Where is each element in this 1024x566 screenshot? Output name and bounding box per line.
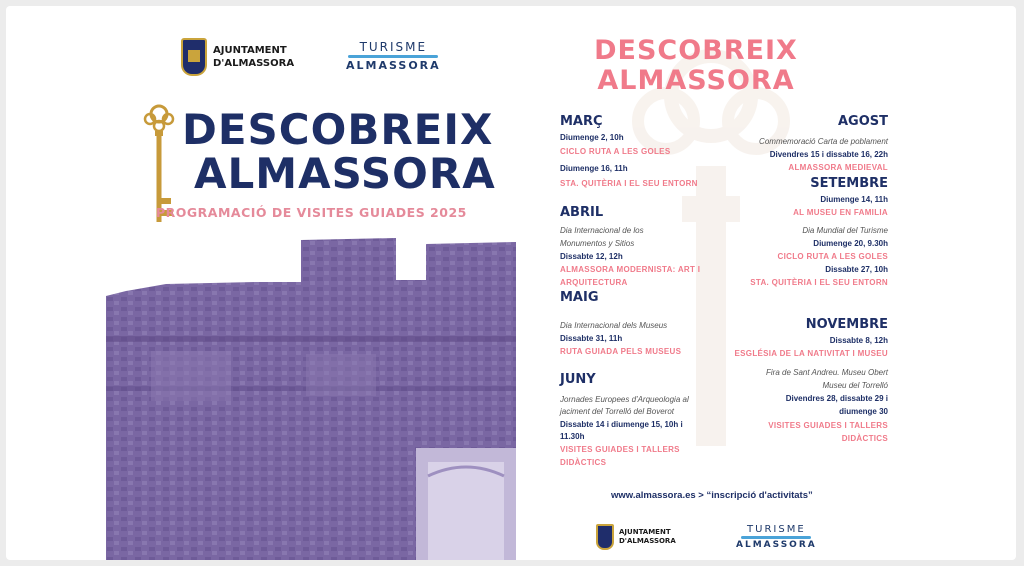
right-panel bbox=[546, 22, 916, 560]
wave-icon bbox=[741, 536, 811, 539]
ajuntament-line1: AJUNTAMENT bbox=[619, 528, 671, 536]
turisme-label: TURISME bbox=[359, 40, 428, 54]
event-note: Dia Internacional de los bbox=[560, 226, 644, 235]
ajuntament-text bbox=[213, 44, 294, 70]
event-note: Museu del Torrelló bbox=[822, 381, 888, 390]
event-title: ARQUITECTURA bbox=[560, 278, 628, 287]
event-title: ALMASSORA MEDIEVAL bbox=[788, 163, 888, 172]
event-date: Dissabte 31, 11h bbox=[560, 334, 623, 343]
left-panel bbox=[106, 26, 516, 560]
coat-of-arms-icon bbox=[181, 38, 207, 76]
event-date: Divendres 15 i dissabte 16, 22h bbox=[769, 150, 888, 159]
event-title: VISITES GUIADES I TALLERS bbox=[768, 421, 888, 430]
month-maig: MAIG bbox=[560, 290, 599, 305]
main-title-line2: ALMASSORA bbox=[194, 149, 496, 198]
brochure-sheet bbox=[6, 6, 1016, 560]
event-title: DIDÀCTICS bbox=[841, 434, 888, 443]
event-title: DIDÀCTICS bbox=[560, 458, 607, 467]
event-date: Diumenge 16, 11h bbox=[560, 164, 628, 173]
event-title: ALMASSORA MODERNISTA: ART I bbox=[560, 265, 701, 274]
ajuntament-line2: D'ALMASSORA bbox=[213, 58, 295, 69]
ajuntament-logo bbox=[181, 38, 294, 76]
ajuntament-line1: AJUNTAMENT bbox=[213, 45, 287, 56]
event-title: STA. QUITÈRIA I EL SEU ENTORN bbox=[560, 179, 698, 188]
event-date: Diumenge 20, 9.30h bbox=[813, 239, 888, 248]
event-date: Diumenge 2, 10h bbox=[560, 133, 624, 142]
registration-link[interactable]: www.almassora.es > “inscripció d'activitats” bbox=[611, 490, 813, 501]
ajuntament-logo-small bbox=[596, 524, 676, 550]
turisme-town: ALMASSORA bbox=[736, 540, 817, 550]
event-note: Monumentos y Sitios bbox=[560, 239, 635, 248]
event-date: Dissabte 27, 10h bbox=[825, 265, 888, 274]
ajuntament-line2: D'ALMASSORA bbox=[619, 537, 676, 545]
event-title: CICLO RUTA A LES GOLES bbox=[777, 252, 888, 261]
event-date: 11.30h bbox=[560, 432, 585, 441]
turisme-label: TURISME bbox=[747, 524, 806, 535]
turisme-logo bbox=[346, 40, 441, 72]
event-note: jaciment del Torrelló del Boverot bbox=[560, 407, 674, 416]
event-date: diumenge 30 bbox=[839, 407, 888, 416]
month-agost: AGOST bbox=[837, 114, 888, 129]
turisme-logo-small bbox=[736, 524, 817, 550]
month-novembre: NOVEMBRE bbox=[805, 317, 888, 332]
month-abril: ABRIL bbox=[560, 205, 604, 220]
castle-wall-photo bbox=[106, 236, 516, 560]
event-date: Dissabte 8, 12h bbox=[829, 336, 888, 345]
event-title: AL MUSEU EN FAMILIA bbox=[793, 208, 888, 217]
coat-of-arms-icon bbox=[596, 524, 614, 550]
event-title: STA. QUITÈRIA I EL SEU ENTORN bbox=[750, 278, 888, 287]
event-date: Divendres 28, dissabte 29 i bbox=[785, 394, 888, 403]
event-date: Dissabte 12, 12h bbox=[560, 252, 623, 261]
month-juny: JUNY bbox=[560, 372, 596, 387]
wave-icon bbox=[348, 55, 438, 58]
event-title: ESGLÉSIA DE LA NATIVITAT I MUSEU bbox=[734, 349, 888, 358]
event-note: Dia Mundial del Turisme bbox=[802, 226, 888, 235]
schedule-title-line2: ALMASSORA bbox=[597, 65, 795, 96]
schedule-title-line1: DESCOBREIX bbox=[594, 35, 798, 66]
program-subtitle: PROGRAMACIÓ DE VISITES GUIADES 2025 bbox=[156, 205, 467, 220]
event-note: Dia Internacional dels Museus bbox=[560, 321, 668, 330]
month-setembre: SETEMBRE bbox=[810, 176, 888, 191]
event-date: Diumenge 14, 11h bbox=[820, 195, 888, 204]
turisme-town: ALMASSORA bbox=[346, 59, 441, 72]
event-note: Commemoració Carta de poblament bbox=[759, 137, 888, 146]
event-title: CICLO RUTA A LES GOLES bbox=[560, 147, 671, 156]
event-title: RUTA GUIADA PELS MUSEUS bbox=[560, 347, 682, 356]
ajuntament-text-small bbox=[619, 528, 676, 546]
event-note: Jornades Europees d'Arqueologia al bbox=[560, 395, 689, 404]
event-date: Dissabte 14 i diumenge 15, 10h i bbox=[560, 420, 683, 429]
month-marc: MARÇ bbox=[560, 114, 603, 129]
main-title-line1: DESCOBREIX bbox=[182, 105, 494, 154]
event-note: Fira de Sant Andreu. Museu Obert bbox=[766, 368, 888, 377]
event-title: VISITES GUIADES I TALLERS bbox=[560, 445, 680, 454]
